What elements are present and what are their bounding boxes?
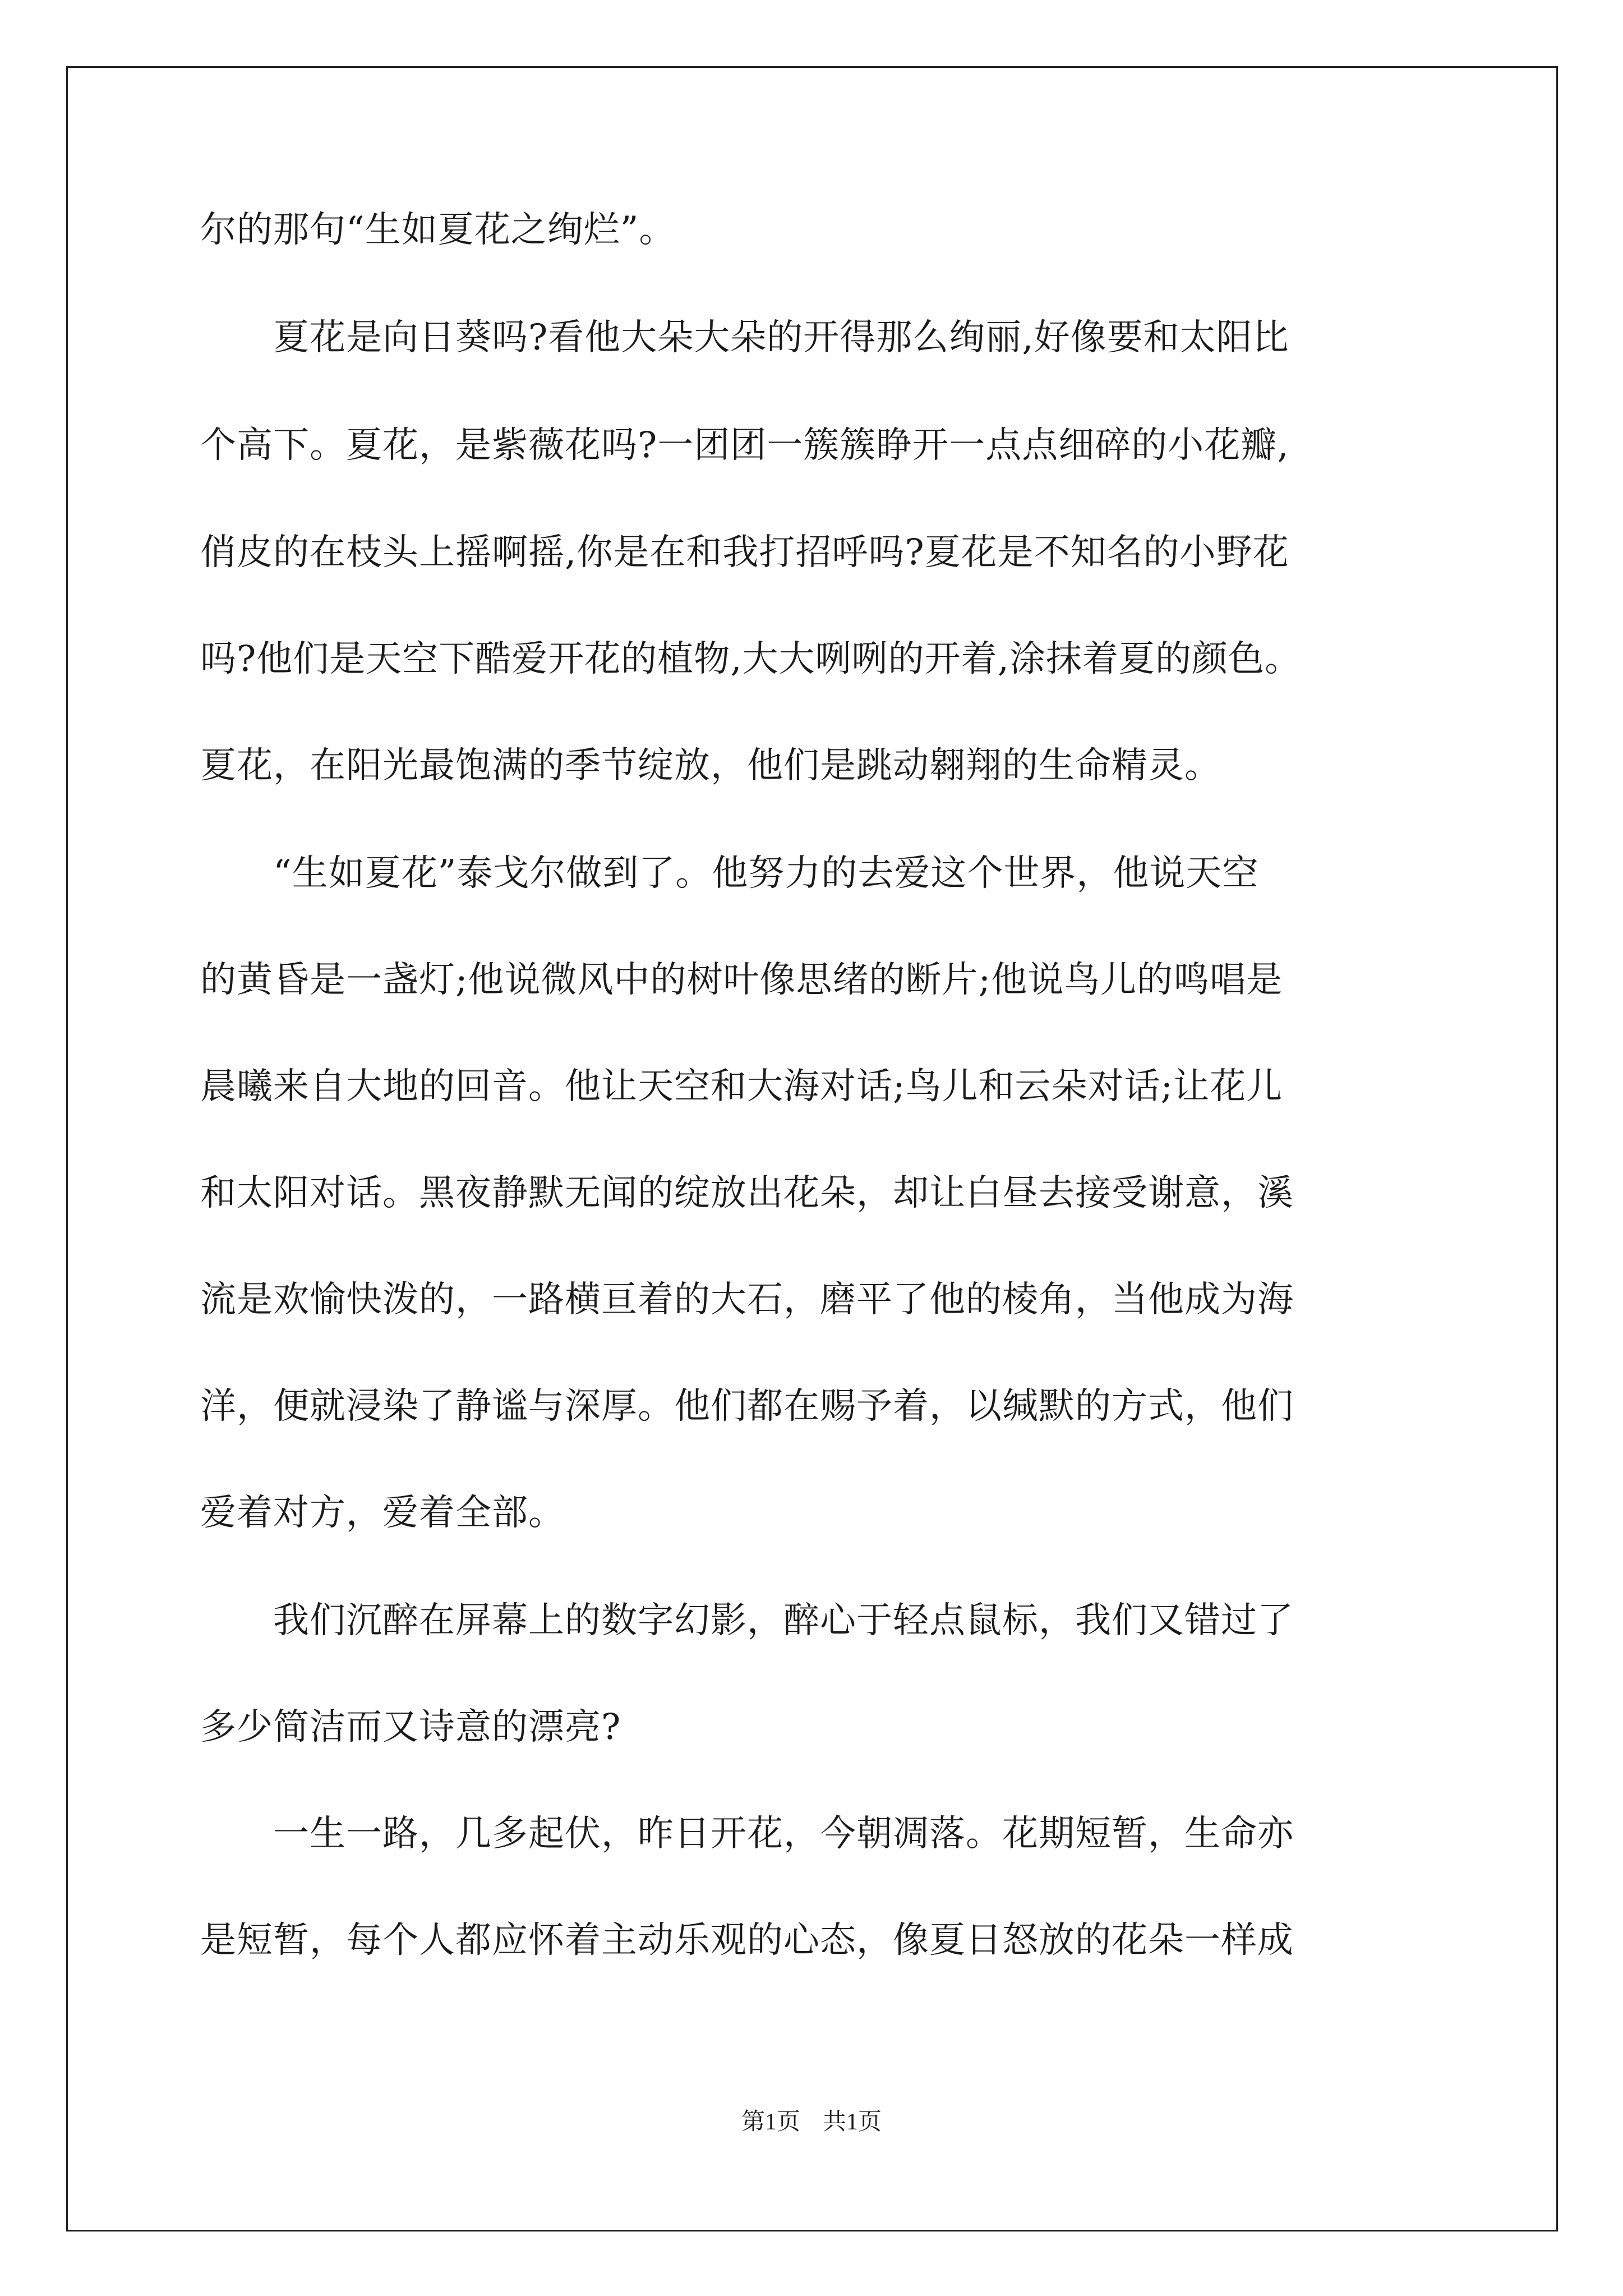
text-line-7: “生如夏花”泰戈尔做到了。他努力的去爱这个世界，他说天空	[200, 853, 1259, 894]
text-line-2: 夏花是向日葵吗?看他大朵大朵的开得那么绚丽,好像要和太阳比	[200, 317, 1289, 358]
page-border	[66, 66, 1558, 2231]
text-line-5: 吗?他们是天空下酷爱开花的植物,大大咧咧的开着,涂抹着夏的颜色。	[200, 638, 1301, 680]
text-line-11: 流是欢愉快泼的，一路横亘着的大石，磨平了他的棱角，当他成为海	[200, 1279, 1294, 1320]
text-line-3: 个高下。夏花，是紫薇花吗?一团团一簇簇睁开一点点细碎的小花瓣,	[200, 425, 1289, 466]
page-number: 第1页	[741, 2109, 800, 2135]
text-line-12: 洋，便就浸染了静谧与深厚。他们都在赐予着，以缄默的方式，他们	[200, 1386, 1294, 1427]
text-line-16: 一生一路，几多起伏，昨日开花，今朝凋落。花期短暂，生命亦	[200, 1813, 1294, 1855]
text-line-6: 夏花，在阳光最饱满的季节绽放，他们是跳动翱翔的生命精灵。	[200, 745, 1221, 786]
text-line-8: 的黄昏是一盏灯;他说微风中的树叶像思绪的断片;他说鸟儿的鸣唱是	[200, 959, 1283, 1001]
text-line-14: 我们沉醉在屏幕上的数字幻影，醉心于轻点鼠标，我们又错过了	[200, 1600, 1294, 1641]
page-total: 共1页	[823, 2109, 882, 2135]
text-line-13: 爱着对方，爱着全部。	[200, 1492, 565, 1534]
text-line-1: 尔的那句“生如夏花之绚烂”。	[200, 209, 676, 251]
text-line-4: 俏皮的在枝头上摇啊摇,你是在和我打招呼吗?夏花是不知名的小野花	[200, 532, 1289, 573]
text-line-9: 晨曦来自大地的回音。他让天空和大海对话;鸟儿和云朵对话;让花儿	[200, 1066, 1283, 1107]
text-line-10: 和太阳对话。黑夜静默无闻的绽放出花朵，却让白昼去接受谢意，溪	[200, 1172, 1294, 1214]
page-footer	[0, 2108, 1623, 2136]
text-line-15: 多少简洁而又诗意的漂亮?	[200, 1706, 621, 1748]
text-line-17: 是短暂，每个人都应怀着主动乐观的心态，像夏日怒放的花朵一样成	[200, 1920, 1294, 1961]
